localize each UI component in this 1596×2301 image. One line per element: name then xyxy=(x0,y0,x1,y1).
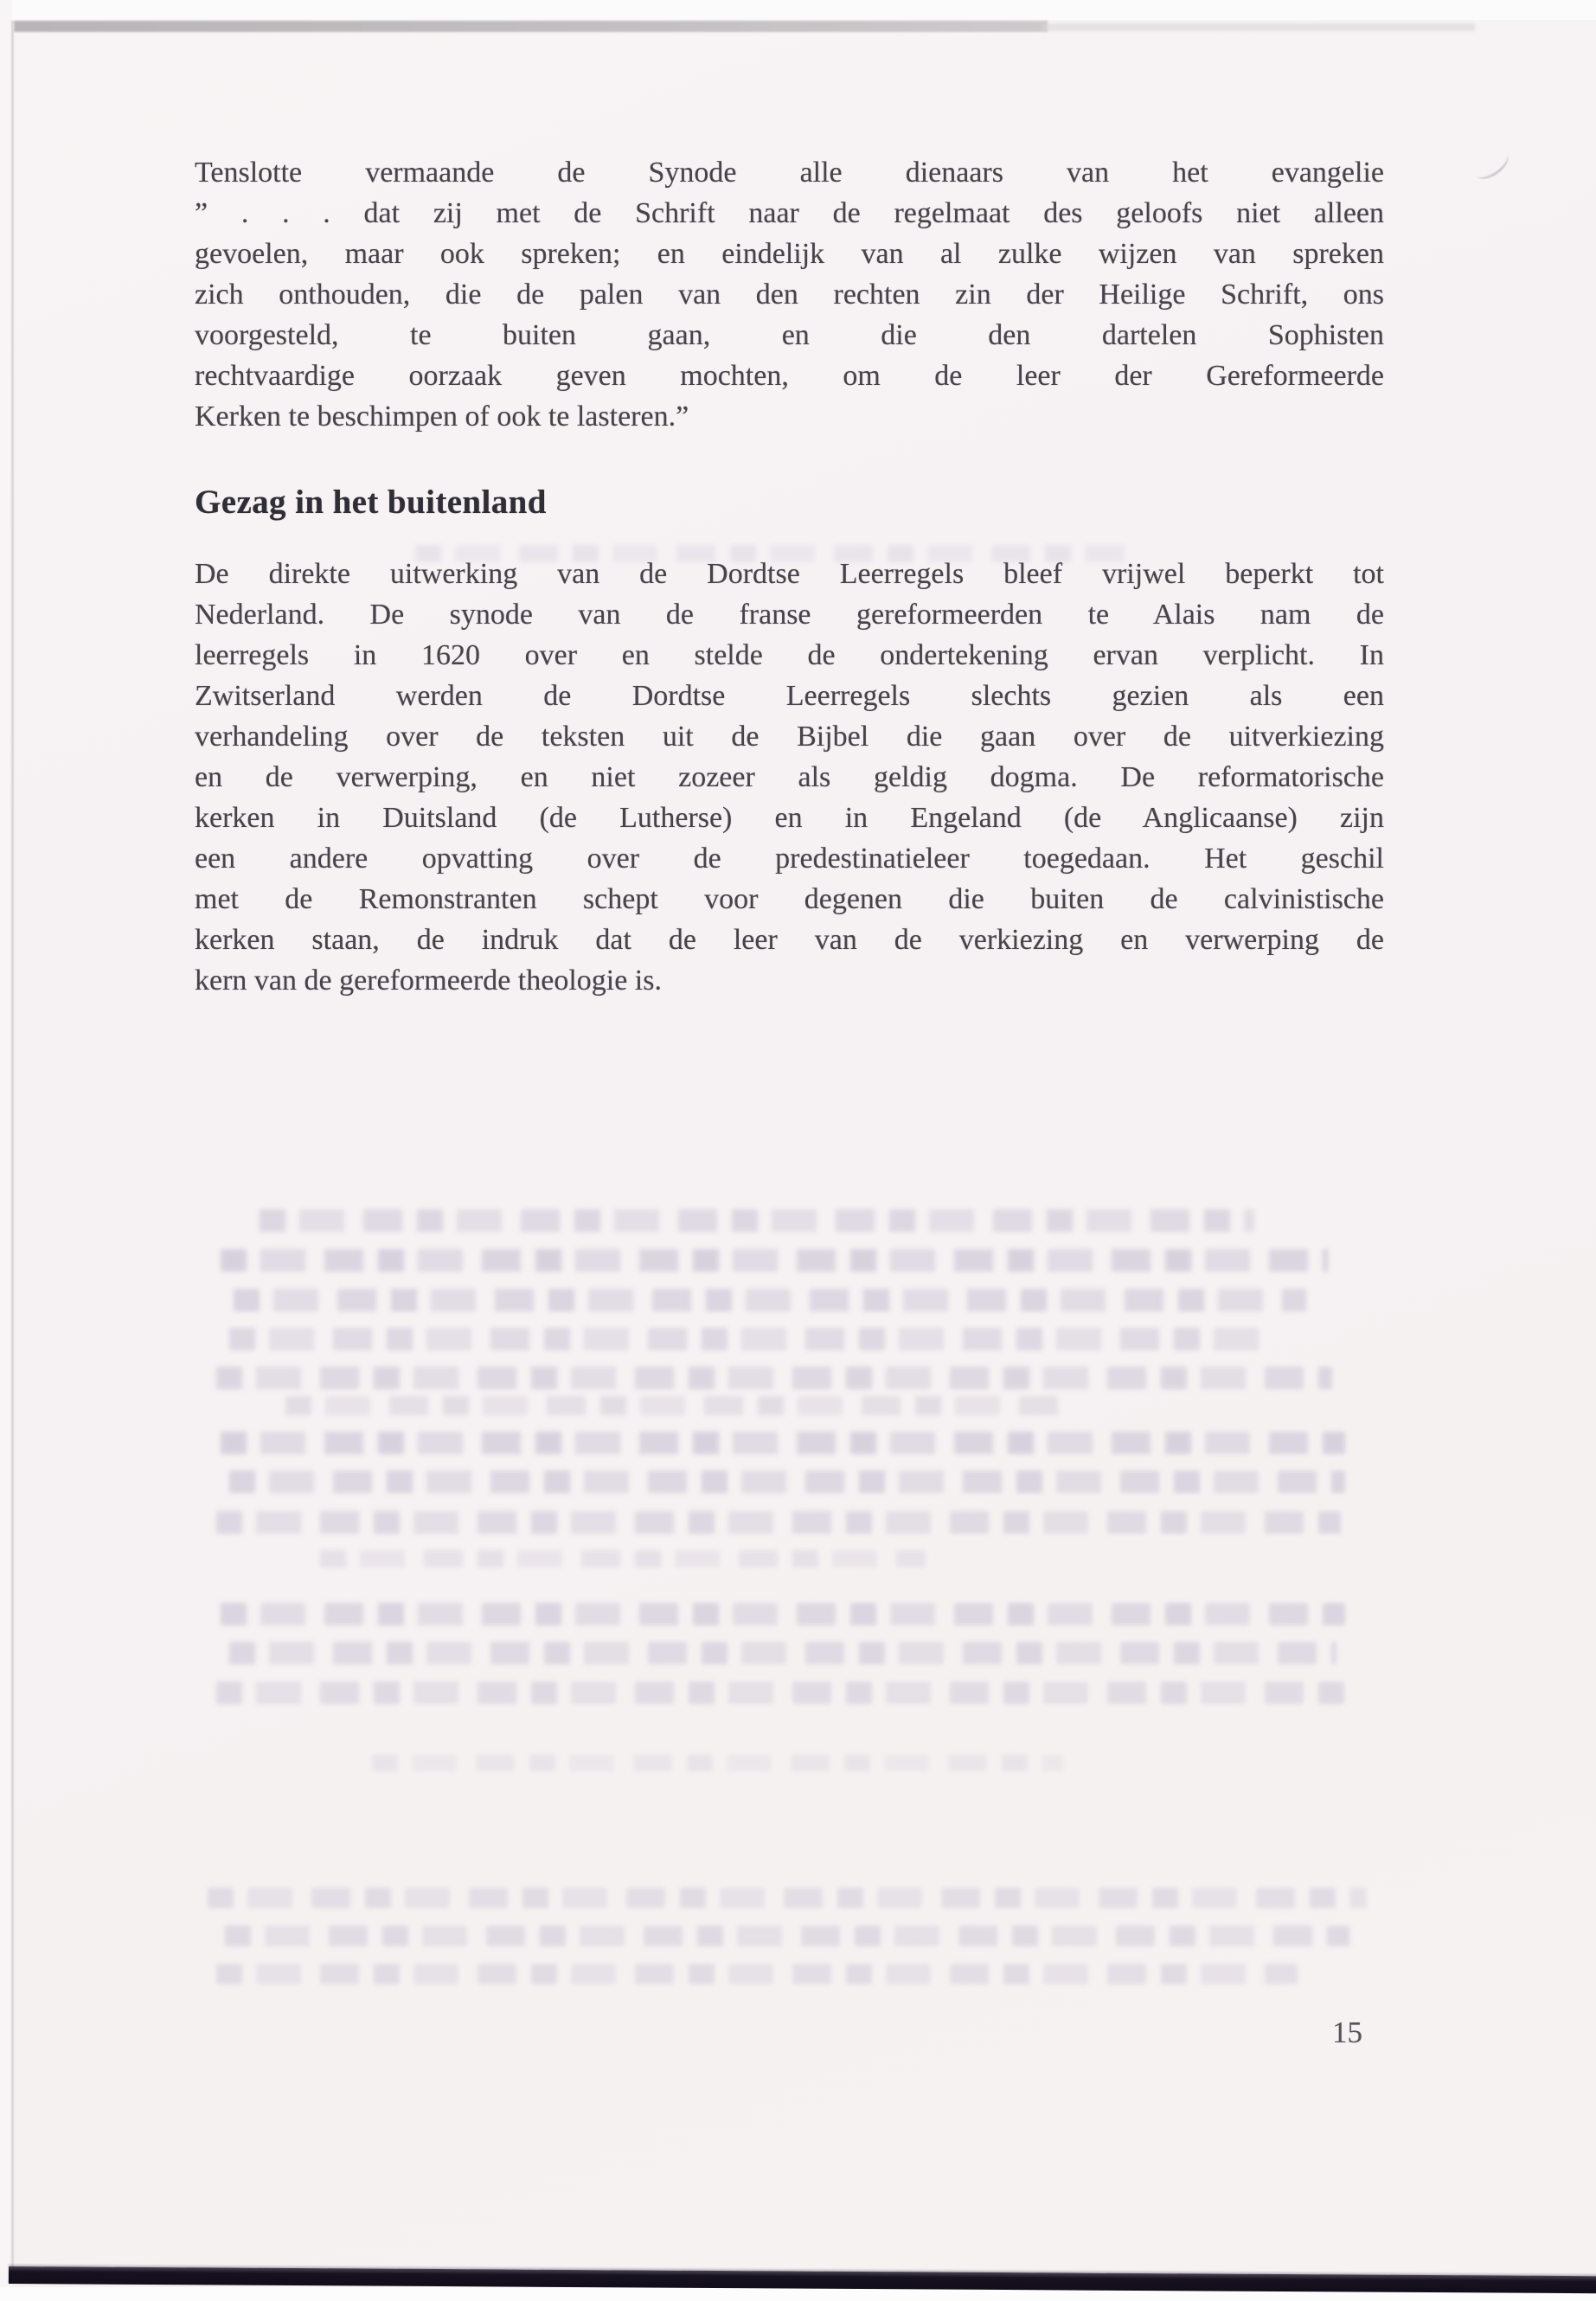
bleedthrough-line xyxy=(229,1328,1276,1350)
body-text-line: Kerken te beschimpen of ook te lasteren.” xyxy=(195,401,689,433)
body-text-line: ” . . . dat zij met de Schrift naar de regelmaat des geloofs niet alleen xyxy=(195,197,1384,229)
bleedthrough-line xyxy=(221,1603,1345,1625)
bleedthrough-line xyxy=(216,1367,1332,1389)
body-text-line: en de verwerping, en niet zozeer als geldig dogma. De reformatorische xyxy=(195,761,1384,793)
bleedthrough-line xyxy=(229,1471,1345,1493)
bleedthrough-line xyxy=(234,1289,1306,1311)
bleedthrough-line xyxy=(229,1642,1336,1664)
page-edge-left xyxy=(11,21,14,2270)
scan-margin-top xyxy=(0,0,1596,20)
body-text-line: zich onthouden, die de palen van den rechten zin der Heilige Schrift, ons xyxy=(195,279,1384,311)
body-text-line: met de Remonstranten schept voor degenen die buiten de calvinistische xyxy=(195,883,1384,915)
body-text-line: gevoelen, maar ook spreken; en eindelijk van al zulke wijzen van spreken xyxy=(195,238,1384,270)
bleedthrough-line xyxy=(260,1209,1254,1232)
scan-margin-left xyxy=(0,0,12,2301)
bleedthrough-line xyxy=(216,1511,1341,1534)
bleedthrough-line xyxy=(221,1249,1328,1272)
body-text-line: De direkte uitwerking van de Dordtse Leerregels bleef vrijwel beperkt tot xyxy=(195,558,1384,590)
body-text-line: kerken in Duitsland (de Lutherse) en in Engeland (de Anglicaanse) zijn xyxy=(195,802,1384,834)
bleedthrough-line xyxy=(320,1550,926,1567)
body-text-line: voorgesteld, te buiten gaan, en die den dartelen Sophisten xyxy=(195,319,1384,351)
bleedthrough-line xyxy=(216,1964,1298,1984)
body-text-line: Nederland. De synode van de franse gereformeerden te Alais nam de xyxy=(195,599,1384,631)
body-text-line: rechtvaardige oorzaak geven mochten, om de leer der Gereformeerde xyxy=(195,360,1384,392)
bleedthrough-line xyxy=(285,1396,1064,1415)
scan-edge-top-faint xyxy=(1042,23,1475,31)
section-paragraph xyxy=(195,555,1384,1003)
section-heading: Gezag in het buitenland xyxy=(195,484,547,521)
bleedthrough-line xyxy=(221,1432,1345,1454)
bleedthrough-line xyxy=(208,1888,1367,1908)
body-text-line: Tenslotte vermaande de Synode alle dienaars van het evangelie xyxy=(195,157,1384,189)
body-text-line: kerken staan, de indruk dat de leer van de verkiezing en verwerping de xyxy=(195,924,1384,956)
bleedthrough-line xyxy=(216,1682,1358,1704)
scan-edge-top xyxy=(14,21,1048,32)
bleedthrough-line xyxy=(225,1926,1349,1946)
page-number: 15 xyxy=(1332,2016,1362,2049)
body-text-line: Zwitserland werden de Dordtse Leerregels slechts gezien als een xyxy=(195,680,1384,712)
body-text-line: verhandeling over de teksten uit de Bijbel die gaan over de uitverkiezing xyxy=(195,721,1384,753)
body-text-line: leerregels in 1620 over en stelde de ondertekening ervan verplicht. In xyxy=(195,639,1384,671)
intro-paragraph xyxy=(195,154,1384,439)
stray-pen-mark xyxy=(1470,145,1513,185)
bleedthrough-line xyxy=(372,1754,1064,1772)
body-text-line: kern van de gereformeerde theologie is. xyxy=(195,965,662,997)
body-text-line: een andere opvatting over de predestinatieleer toegedaan. Het geschil xyxy=(195,843,1384,875)
